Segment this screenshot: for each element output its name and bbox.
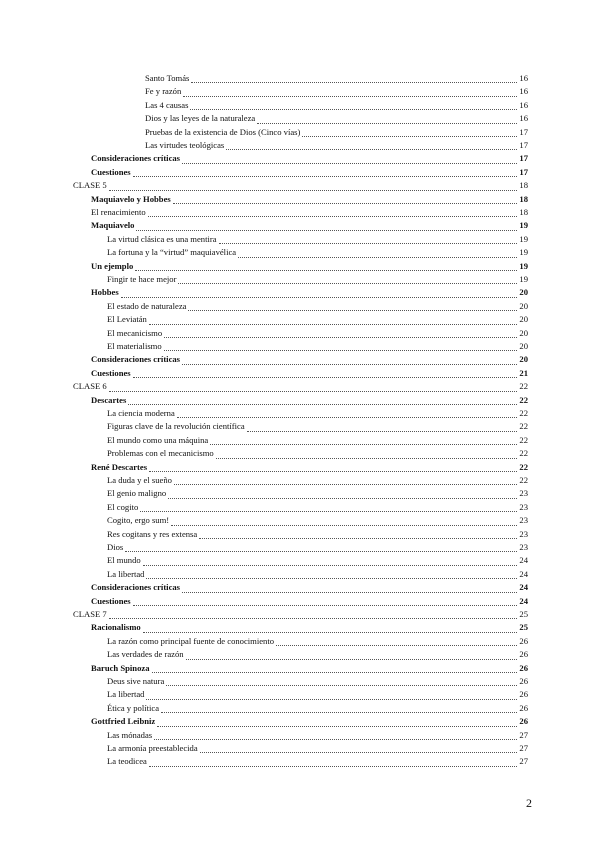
toc-entry-page: 24	[519, 555, 528, 566]
toc-entry-page: 23	[519, 488, 528, 499]
toc-dot-leader	[171, 525, 517, 526]
toc-dot-leader	[157, 726, 517, 727]
toc-entry[interactable]	[107, 514, 528, 527]
toc-entry-page: 17	[519, 126, 528, 137]
toc-entry[interactable]	[107, 420, 528, 433]
toc-entry-title: Res cogitans y res extensa	[107, 528, 198, 539]
toc-entry-title: La virtud clásica es una mentira	[107, 233, 217, 244]
toc-dot-leader	[146, 578, 517, 579]
toc-dot-leader	[191, 82, 517, 83]
toc-entry[interactable]	[107, 474, 528, 487]
toc-dot-leader	[200, 752, 518, 753]
toc-entry[interactable]	[107, 340, 528, 353]
toc-dot-leader	[302, 136, 517, 137]
toc-entry-title: La ciencia moderna	[107, 408, 175, 418]
toc-entry-page: 16	[519, 73, 528, 83]
toc-entry-title: El genio maligno	[107, 488, 167, 499]
toc-dot-leader	[133, 605, 518, 606]
toc-dot-leader	[182, 592, 517, 593]
toc-entry[interactable]	[107, 729, 528, 742]
toc-entry[interactable]	[107, 246, 528, 259]
toc-entry-title: La razón como principal fuente de conocimiento	[107, 635, 275, 646]
toc-dot-leader	[166, 685, 517, 686]
toc-entry-page: 17	[519, 153, 528, 164]
toc-dot-leader	[133, 377, 518, 378]
toc-entry[interactable]	[107, 688, 528, 701]
toc-dot-leader	[136, 230, 517, 231]
toc-entry-title: El mecanicismo	[107, 327, 163, 338]
toc-entry-page: 20	[519, 314, 528, 325]
toc-entry[interactable]	[107, 568, 528, 581]
toc-dot-leader	[174, 484, 517, 485]
toc-entry-page: 23	[519, 528, 528, 539]
toc-dot-leader	[164, 337, 517, 338]
toc-dot-leader	[154, 739, 517, 740]
toc-entry[interactable]	[91, 206, 528, 219]
toc-entry-page: 22	[519, 434, 528, 445]
toc-entry-page: 19	[519, 220, 528, 231]
toc-entry-page: 20	[519, 287, 528, 298]
toc-entry[interactable]	[107, 635, 528, 648]
toc-entry-title: Cuestiones	[91, 595, 131, 606]
toc-entry[interactable]	[91, 353, 528, 366]
toc-entry-title: Santo Tomás	[145, 73, 190, 83]
toc-entry-title: Descartes	[91, 394, 127, 405]
toc-entry-page: 16	[519, 99, 528, 110]
toc-entry-title: Baruch Spinoza	[91, 662, 150, 673]
toc-entry[interactable]	[145, 72, 528, 85]
toc-dot-leader	[149, 471, 517, 472]
toc-dot-leader	[140, 511, 517, 512]
toc-entry-title: El mundo como una máquina	[107, 434, 209, 445]
toc-dot-leader	[164, 350, 518, 351]
toc-dot-leader	[125, 551, 517, 552]
toc-entry[interactable]	[91, 662, 528, 675]
toc-dot-leader	[226, 149, 517, 150]
toc-entry-page: 16	[519, 113, 528, 124]
toc-entry-title: Racionalismo	[91, 622, 141, 633]
toc-dot-leader	[177, 417, 518, 418]
toc-entry-title: Un ejemplo	[91, 260, 134, 271]
toc-dot-leader	[190, 109, 517, 110]
toc-entry[interactable]	[107, 528, 528, 541]
toc-entry-title: El estado de naturaleza	[107, 300, 187, 311]
toc-entry-title: Deus sive natura	[107, 676, 165, 686]
toc-entry[interactable]	[107, 300, 528, 313]
toc-entry-page: 23	[519, 501, 528, 512]
toc-dot-leader	[149, 324, 518, 325]
toc-entry-page: 20	[519, 354, 528, 365]
toc-entry[interactable]	[145, 126, 528, 139]
toc-dot-leader	[257, 123, 517, 124]
toc-entry-page: 26	[519, 662, 528, 673]
toc-entry-title: Cogito, ergo sum!	[107, 515, 170, 526]
toc-dot-leader	[143, 632, 518, 633]
toc-dot-leader	[161, 712, 517, 713]
toc-entry-page: 27	[519, 756, 528, 767]
toc-entry-title: El mundo	[107, 555, 141, 566]
toc-entry[interactable]	[91, 461, 528, 474]
toc-entry-page: 23	[519, 542, 528, 552]
toc-entry[interactable]	[107, 327, 528, 340]
toc-dot-leader	[182, 163, 517, 164]
toc-dot-leader	[276, 645, 517, 646]
toc-dot-leader	[148, 216, 518, 217]
toc-entry[interactable]	[91, 286, 528, 299]
toc-entry-title: Ética y política	[107, 702, 160, 713]
toc-entry[interactable]	[91, 260, 528, 273]
toc-entry[interactable]	[91, 394, 528, 407]
toc-entry-page: 22	[519, 421, 528, 432]
toc-entry-page: 27	[519, 743, 528, 753]
toc-entry[interactable]	[145, 112, 528, 125]
toc-dot-leader	[188, 310, 517, 311]
toc-dot-leader	[152, 672, 518, 673]
toc-entry[interactable]	[107, 648, 528, 661]
toc-entry-title: CLASE 5	[73, 180, 107, 191]
toc-entry[interactable]	[73, 179, 528, 192]
toc-entry-page: 22	[519, 394, 528, 405]
toc-entry[interactable]	[73, 608, 528, 621]
toc-entry-page: 22	[519, 448, 528, 459]
toc-entry-title: René Descartes	[91, 461, 148, 472]
toc-dot-leader	[143, 565, 518, 566]
toc-entry[interactable]	[91, 166, 528, 179]
toc-entry-page: 20	[519, 327, 528, 338]
toc-entry[interactable]	[91, 367, 528, 380]
toc-dot-leader	[146, 699, 517, 700]
toc-entry-title: Maquiavelo	[91, 220, 135, 231]
toc-entry[interactable]	[145, 85, 528, 98]
toc-entry-title: El materialismo	[107, 341, 162, 351]
toc-entry-page: 26	[519, 676, 528, 686]
toc-dot-leader	[135, 270, 517, 271]
toc-dot-leader	[186, 659, 518, 660]
toc-dot-leader	[238, 257, 517, 258]
toc-entry-page: 25	[519, 609, 528, 619]
toc-entry[interactable]	[107, 675, 528, 688]
toc-entry[interactable]	[107, 487, 528, 500]
toc-entry-page: 26	[519, 635, 528, 646]
toc-entry-title: Consideraciones críticas	[91, 354, 181, 365]
toc-entry-page: 26	[519, 716, 528, 727]
toc-dot-leader	[128, 404, 517, 405]
toc-dot-leader	[210, 444, 517, 445]
toc-entry-page: 17	[519, 140, 528, 150]
toc-entry-page: 19	[519, 233, 528, 244]
toc-dot-leader	[109, 391, 518, 392]
toc-entry[interactable]	[91, 595, 528, 608]
toc-entry-page: 23	[519, 515, 528, 526]
toc-entry-title: El Leviatán	[107, 314, 147, 325]
toc-entry[interactable]	[73, 380, 528, 393]
toc-entry[interactable]	[91, 621, 528, 634]
toc-entry-title: Fe y razón	[145, 86, 182, 97]
toc-entry-page: 26	[519, 702, 528, 713]
toc-entry-title: La fortuna y la “virtud” maquiavélica	[107, 247, 237, 258]
toc-dot-leader	[178, 283, 517, 284]
toc-entry[interactable]	[107, 742, 528, 755]
toc-entry-title: Problemas con el mecanicismo	[107, 448, 214, 459]
toc-entry-title: La armonía preestablecida	[107, 743, 198, 753]
toc-entry[interactable]	[107, 501, 528, 514]
toc-entry-title: La duda y el sueño	[107, 475, 172, 485]
toc-entry[interactable]	[145, 99, 528, 112]
toc-entry-title: Maquiavelo y Hobbes	[91, 193, 171, 204]
toc-entry-page: 17	[519, 166, 528, 177]
toc-entry-title: CLASE 7	[73, 609, 107, 619]
toc-dot-leader	[173, 203, 518, 204]
toc-entry-title: Cuestiones	[91, 367, 131, 378]
toc-entry-page: 24	[519, 568, 528, 579]
toc-entry-page: 26	[519, 649, 528, 660]
toc-entry-page: 18	[519, 193, 528, 204]
toc-entry-title: Consideraciones críticas	[91, 153, 181, 164]
toc-entry-title: La libertad	[107, 689, 145, 700]
toc-entry-page: 18	[519, 207, 528, 217]
toc-entry-title: Pruebas de la existencia de Dios (Cinco vías)	[145, 126, 301, 137]
toc-entry-page: 26	[519, 689, 528, 700]
toc-dot-leader	[168, 498, 517, 499]
toc-entry-page: 20	[519, 341, 528, 351]
toc-entry-page: 20	[519, 300, 528, 311]
toc-entry[interactable]	[107, 755, 528, 768]
toc-entry[interactable]	[91, 581, 528, 594]
toc-entry-page: 18	[519, 180, 528, 191]
toc-entry-page: 22	[519, 408, 528, 418]
toc-entry[interactable]	[107, 233, 528, 246]
toc-dot-leader	[199, 538, 517, 539]
toc-entry-page: 22	[519, 381, 528, 392]
toc-dot-leader	[121, 297, 518, 298]
toc-entry-page: 21	[519, 367, 528, 378]
page-number: 2	[526, 796, 532, 810]
toc-entry-title: CLASE 6	[73, 381, 107, 392]
toc-dot-leader	[247, 431, 518, 432]
toc-entry-page: 24	[519, 595, 528, 606]
toc-entry-title: Gottfried Leibniz	[91, 716, 156, 727]
toc-entry-page: 22	[519, 461, 528, 472]
toc-entry-title: Las verdades de razón	[107, 649, 184, 660]
toc-entry[interactable]	[91, 715, 528, 728]
toc-entry-page: 19	[519, 274, 528, 284]
toc-entry-page: 27	[519, 729, 528, 740]
toc-entry-page: 19	[519, 260, 528, 271]
toc-entry[interactable]	[107, 407, 528, 420]
toc-entry-title: La teodicea	[107, 756, 147, 767]
toc-entry[interactable]	[107, 273, 528, 286]
toc-dot-leader	[219, 243, 518, 244]
toc-entry[interactable]	[107, 702, 528, 715]
toc-entry[interactable]	[91, 219, 528, 232]
toc-entry-title: Fingir te hace mejor	[107, 274, 177, 284]
toc-entry[interactable]	[107, 554, 528, 567]
toc-entry-title: Las 4 causas	[145, 99, 189, 110]
toc-entry[interactable]	[107, 313, 528, 326]
toc-entry-page: 25	[519, 622, 528, 633]
toc-entry-title: El cogito	[107, 501, 139, 512]
toc-entry-title: Dios y las leyes de la naturaleza	[145, 113, 256, 124]
toc-entry-page: 24	[519, 582, 528, 593]
toc-dot-leader	[216, 458, 518, 459]
toc-entry[interactable]	[107, 447, 528, 460]
toc-entry-title: El renacimiento	[91, 207, 146, 217]
toc-dot-leader	[133, 176, 518, 177]
toc-dot-leader	[109, 190, 518, 191]
toc-entry-title: Cuestiones	[91, 166, 131, 177]
toc-entry-title: La libertad	[107, 568, 145, 579]
toc-entry-page: 22	[519, 475, 528, 485]
toc-entry-title: Las virtudes teológicas	[145, 140, 225, 150]
toc-entry-title: Consideraciones críticas	[91, 582, 181, 593]
toc-entry-page: 19	[519, 247, 528, 258]
toc-entry-title: Dios	[107, 542, 124, 552]
toc-entry[interactable]	[145, 139, 528, 152]
toc-entry-title: Hobbes	[91, 287, 119, 298]
toc-entry[interactable]	[107, 434, 528, 447]
toc-entry[interactable]	[107, 541, 528, 554]
toc-entry-page: 16	[519, 86, 528, 97]
toc-entry-title: Las mónadas	[107, 729, 153, 740]
toc-entry[interactable]	[91, 152, 528, 165]
toc-dot-leader	[149, 766, 518, 767]
toc-dot-leader	[183, 96, 517, 97]
toc-entry-title: Figuras clave de la revolución científica	[107, 421, 245, 432]
toc-entry[interactable]	[91, 193, 528, 206]
toc-dot-leader	[182, 364, 517, 365]
toc-dot-leader	[109, 618, 518, 619]
